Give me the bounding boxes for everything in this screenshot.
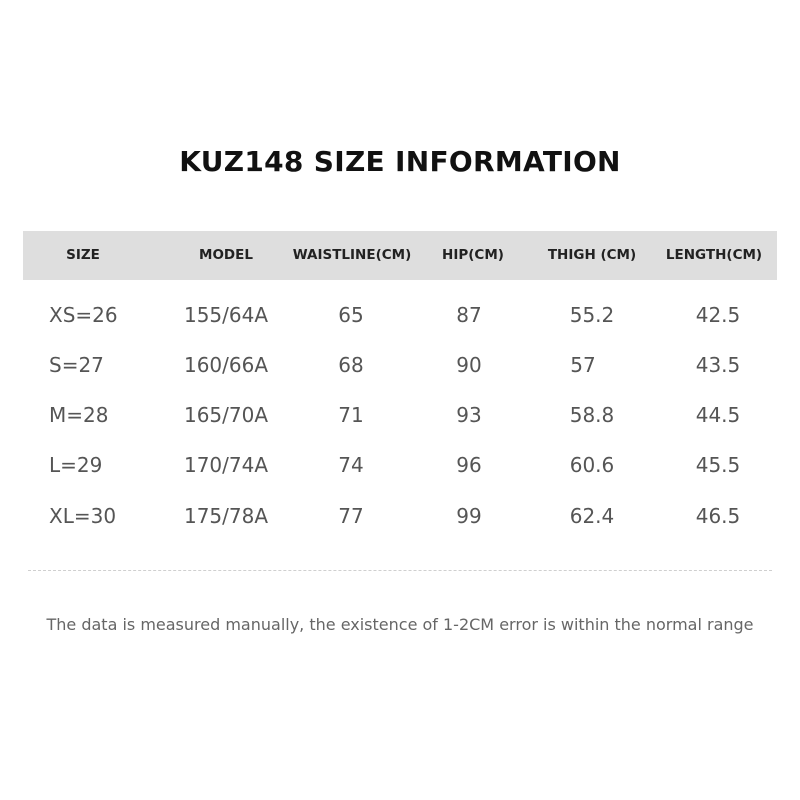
cell-model: 155/64A [183,303,269,327]
cell-waistline: 65 [338,303,364,327]
cell-waistline: 71 [338,403,364,427]
cell-size: L=29 [49,453,103,477]
cell-hip: 87 [456,303,482,327]
measurement-note: The data is measured manually, the existence of 1-2CM error is within the normal range [46,615,754,634]
dashed-divider [28,570,772,571]
cell-size: S=27 [49,353,104,377]
cell-thigh: 57 [570,353,596,377]
cell-length: 44.5 [695,403,741,427]
cell-model: 165/70A [183,403,269,427]
header-hip: HIP(CM) [442,247,504,263]
table-row [23,340,777,390]
cell-thigh: 62.4 [569,504,615,528]
cell-waistline: 77 [338,504,364,528]
cell-model: 170/74A [183,453,269,477]
cell-length: 43.5 [695,353,741,377]
cell-length: 42.5 [695,303,741,327]
page-title: KUZ148 SIZE INFORMATION [179,145,621,178]
cell-thigh: 60.6 [569,453,615,477]
header-waistline: WAISTLINE(CM) [292,247,412,263]
cell-size: XL=30 [49,504,117,528]
table-row [23,390,777,440]
table-row [23,290,777,340]
cell-length: 45.5 [695,453,741,477]
cell-model: 160/66A [183,353,269,377]
cell-thigh: 55.2 [569,303,615,327]
header-model: MODEL [199,247,253,263]
cell-thigh: 58.8 [569,403,615,427]
table-row [23,491,777,541]
cell-waistline: 74 [338,453,364,477]
table-row [23,440,777,490]
header-thigh: THIGH (CM) [547,247,637,263]
cell-size: XS=26 [49,303,118,327]
cell-hip: 96 [456,453,482,477]
cell-waistline: 68 [338,353,364,377]
cell-size: M=28 [49,403,109,427]
cell-model: 175/78A [183,504,269,528]
cell-hip: 93 [456,403,482,427]
cell-hip: 90 [456,353,482,377]
cell-length: 46.5 [695,504,741,528]
table-header [23,231,777,280]
cell-hip: 99 [456,504,482,528]
header-size: SIZE [66,247,100,263]
header-length: LENGTH(CM) [665,247,763,263]
